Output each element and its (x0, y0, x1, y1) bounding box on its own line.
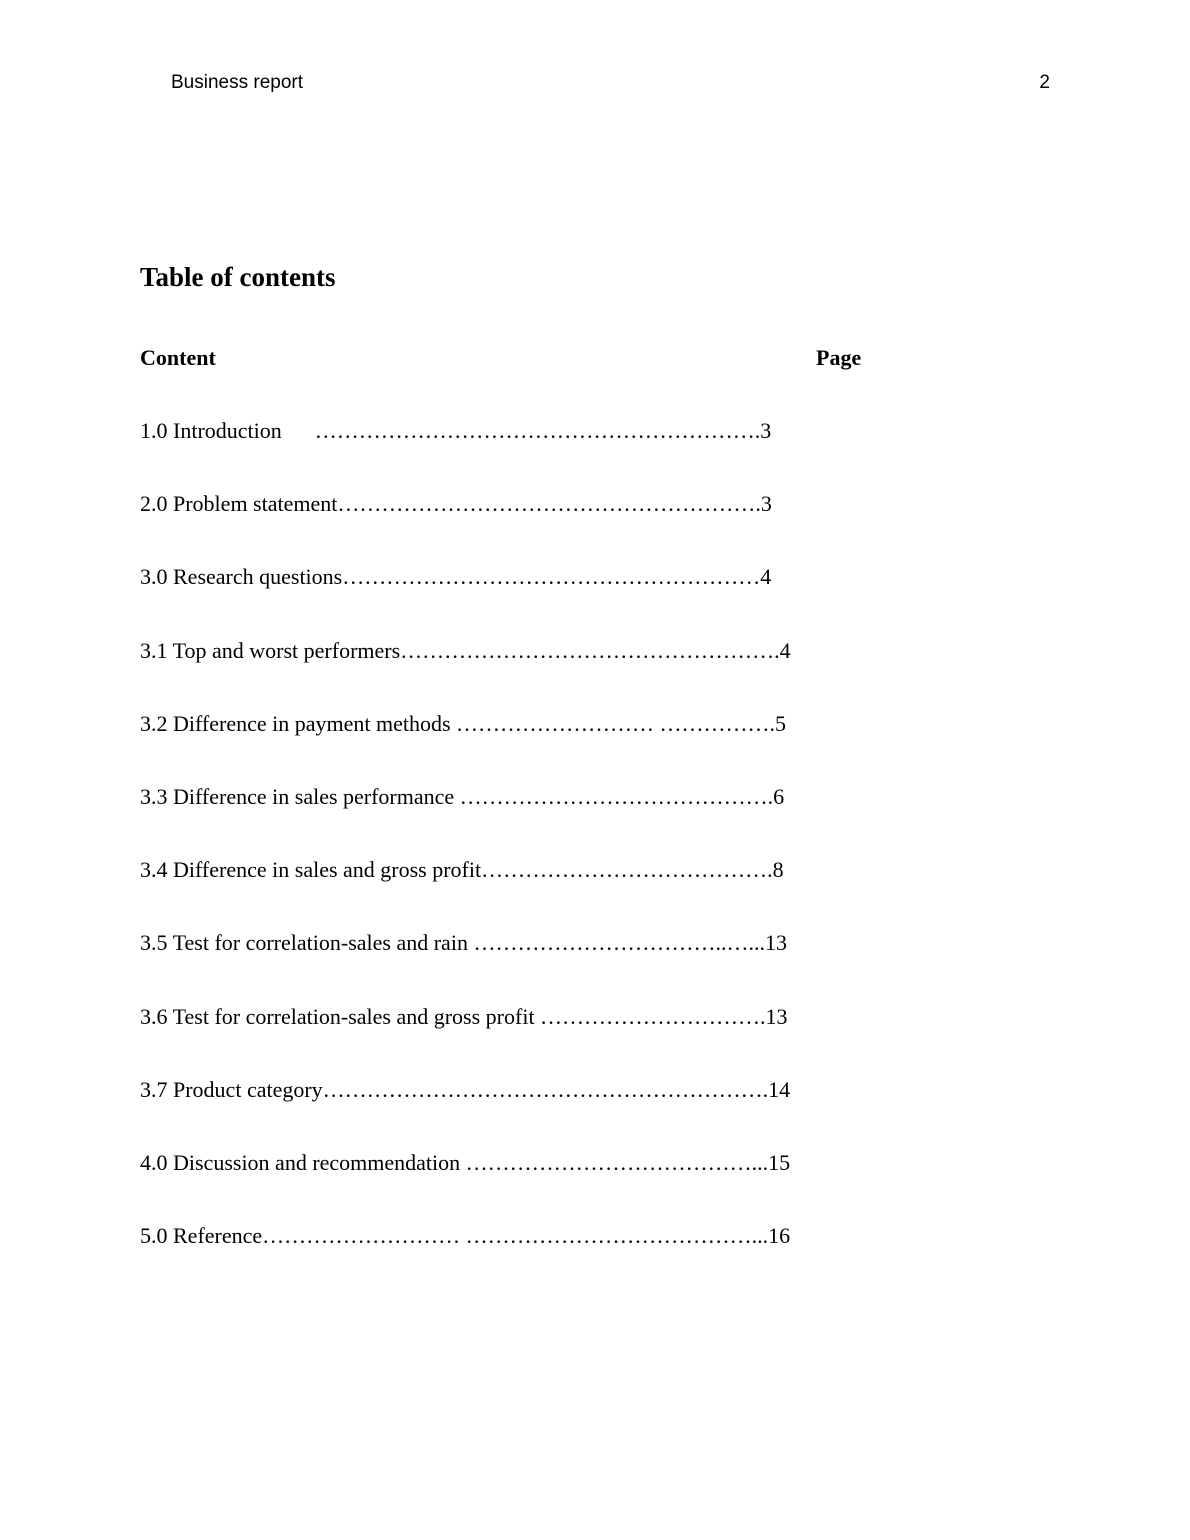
toc-entry-discussion-recommendation: 4.0 Discussion and recommendation …………………………………...15 (140, 1149, 791, 1175)
toc-entry-sales-performance: 3.3 Difference in sales performance …………………………………….6 (140, 783, 785, 809)
toc-entry-top-worst-performers: 3.1 Top and worst performers…………………………………………….4 (140, 637, 791, 663)
toc-entry-correlation-sales-gross-profit: 3.6 Test for correlation-sales and gross profit ………………………….13 (140, 1003, 788, 1029)
toc-entry-payment-methods: 3.2 Difference in payment methods ……………………… …………….5 (140, 710, 787, 736)
page-header (171, 72, 1050, 96)
toc-entry-reference: 5.0 Reference……………………… …………………………………...16 (140, 1223, 791, 1249)
toc-title: Table of contents (140, 262, 336, 292)
toc-entry-problem-statement: 2.0 Problem statement………………………………………………….3 (140, 491, 772, 517)
page-number: 2 (1039, 72, 1050, 93)
toc-entry-product-category: 3.7 Product category…………………………………………………….14 (140, 1076, 791, 1102)
toc-entry-research-questions: 3.0 Research questions…………………………………………………4 (140, 564, 772, 590)
header-title: Business report (171, 72, 304, 93)
toc-entry-correlation-sales-rain: 3.5 Test for correlation-sales and rain ……………………………..…...13 (140, 930, 787, 956)
toc-column-page-header: Page (816, 345, 862, 370)
toc-entry-sales-gross-profit: 3.4 Difference in sales and gross profit………………………………….8 (140, 857, 784, 883)
toc-column-content-header: Content (140, 345, 216, 370)
toc-entry-introduction: 1.0 Introduction …………………………………………………….3 (140, 418, 772, 443)
toc-list (140, 417, 791, 1295)
